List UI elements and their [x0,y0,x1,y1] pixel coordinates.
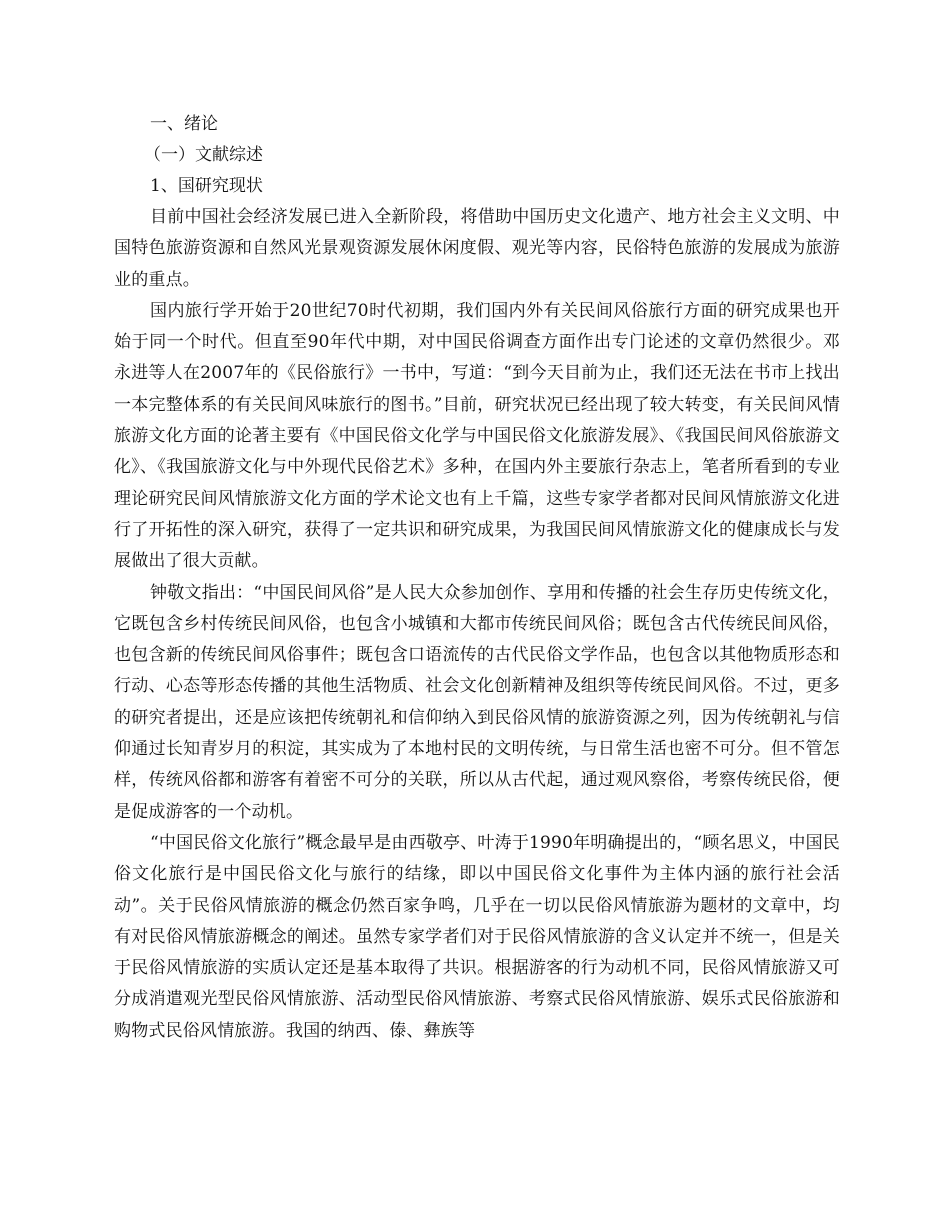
paragraph-zhong-jingwen: 钟敬文指出：“中国民间风俗”是人民大众参加创作、享用和传播的社会生存历史传统文化，它既包含乡村传统民间风俗，也包含小城镇和大都市传统民间风俗；既包含古代传统民间风俗，也包含新的传统民间风俗事件；既包含口语流传的古代民俗文学作品，也包含以其他物质形态和行动、心态等形态传播的其他生活物质、社会文化创新精神及组织等传统民间风俗。不过，更多的研究者提出，还是应该把传统朝礼和信仰纳入到民俗风情的旅游资源之列，因为传统朝礼与信仰通过长知青岁月的积淀，其实成为了本地村民的文明传统，与日常生活也密不可分。但不管怎样，传统风俗都和游客有着密不可分的关联，所以从古代起，通过观风察俗，考察传统民俗，便是促成游客的一个动机。 [114,582,840,822]
document-page [114,109,840,1047]
paragraph-concept: “中国民俗文化旅行”概念最早是由西敬亭、叶涛于1990年明确提出的，“顾名思义，中国民俗文化旅行是中国民俗文化与旅行的结缘，即以中国民俗文化事件为主体内涵的旅行社会活动”。关于民俗风情旅游的概念仍然百家争鸣，几乎在一切以民俗风情旅游为题材的文章中，均有对民俗风情旅游概念的阐述。虽然专家学者们对于民俗风情旅游的含义认定并不统一，但是关于民俗风情旅游的实质认定还是基本取得了共识。根据游客的行为动机不同，民俗风情旅游又可分成消遣观光型民俗风情旅游、活动型民俗风情旅游、考察式民俗风情旅游、娱乐式民俗旅游和购物式民俗风情旅游。我国的纳西、傣、彝族等 [114,832,840,1041]
paragraph-intro: 目前中国社会经济发展已进入全新阶段，将借助中国历史文化遗产、地方社会主义文明、中国特色旅游资源和自然风光景观资源发展休闲度假、观光等内容，民俗特色旅游的发展成为旅游业的重点。 [114,207,840,290]
section-heading: （一）文献综述 [144,145,263,165]
subsection-heading: 1、国研究现状 [150,176,263,196]
paragraph-domestic-research: 国内旅行学开始于20世纪70时代初期，我们国内外有关民间风俗旅行方面的研究成果也开始于同一个时代。但直至90年代中期，对中国民俗调查方面作出专门论述的文章仍然很少。邓永进等人在2007年的《民俗旅行》一书中，写道：“到今天目前为止，我们还无法在书市上找出一本完整体系的有关民间风味旅行的图书。”目前，研究状况已经出现了较大转变，有关民间风情旅游文化方面的论著主要有《中国民俗文化学与中国民俗文化旅游发展》、《我国民间风俗旅游文化》、《我国旅游文化与中外现代民俗艺术》多种，在国内外主要旅行杂志上，笔者所看到的专业理论研究民间风情旅游文化方面的学术论文也有上千篇，这些专家学者都对民间风情旅游文化进行了开拓性的深入研究，获得了一定共识和研究成果，为我国民间风情旅游文化的健康成长与发展做出了很大贡献。 [114,300,840,572]
chapter-heading: 一、绪论 [150,114,218,134]
